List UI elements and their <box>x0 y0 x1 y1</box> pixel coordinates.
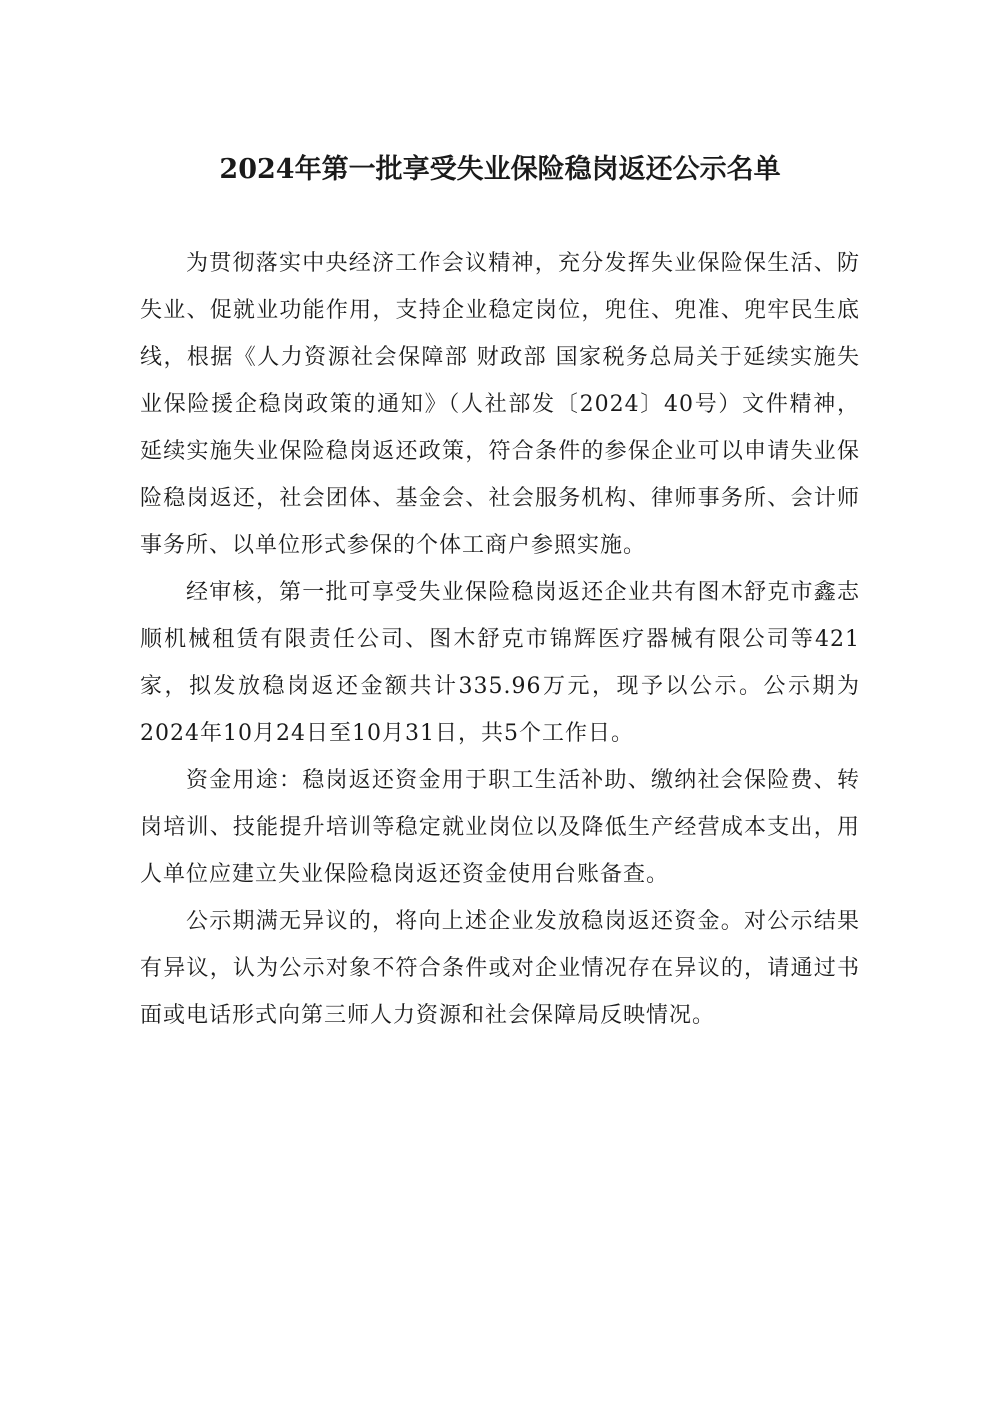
paragraph-objection-notice: 公示期满无异议的，将向上述企业发放稳岗返还资金。对公示结果有异议，认为公示对象不符合条件或对企业情况存在异议的，请通过书面或电话形式向第三师人力资源和社会保障局反映情况。 <box>140 909 860 1028</box>
paragraph-policy-basis: 为贯彻落实中央经济工作会议精神，充分发挥失业保险保生活、防失业、促就业功能作用，支持企业稳定岗位，兜住、兜准、兜牢民生底线，根据《人力资源社会保障部 财政部 国家税务总局关于延续实施失业保险援企稳岗政策的通知》（人社部发〔2024〕40号）文件精神，延续实施失业保险稳岗返还政策，符合条件的参保企业可以申请失业保险稳岗返还，社会团体、基金会、社会服务机构、律师事务所、会计师事务所、以单位形式参保的个体工商户参照实施。 <box>140 251 860 558</box>
paragraph-fund-usage: 资金用途：稳岗返还资金用于职工生活补助、缴纳社会保险费、转岗培训、技能提升培训等稳定就业岗位以及降低生产经营成本支出，用人单位应建立失业保险稳岗返还资金使用台账备查。 <box>140 768 860 887</box>
document-title: 2024年第一批享受失业保险稳岗返还公示名单 <box>219 154 781 185</box>
paragraph-review-result: 经审核，第一批可享受失业保险稳岗返还企业共有图木舒克市鑫志顺机械租赁有限责任公司、图木舒克市锦辉医疗器械有限公司等421家，拟发放稳岗返还金额共计335.96万元，现予以公示。公示期为2024年10月24日至10月31日，共5个工作日。 <box>140 580 860 746</box>
document-body <box>140 240 860 1039</box>
